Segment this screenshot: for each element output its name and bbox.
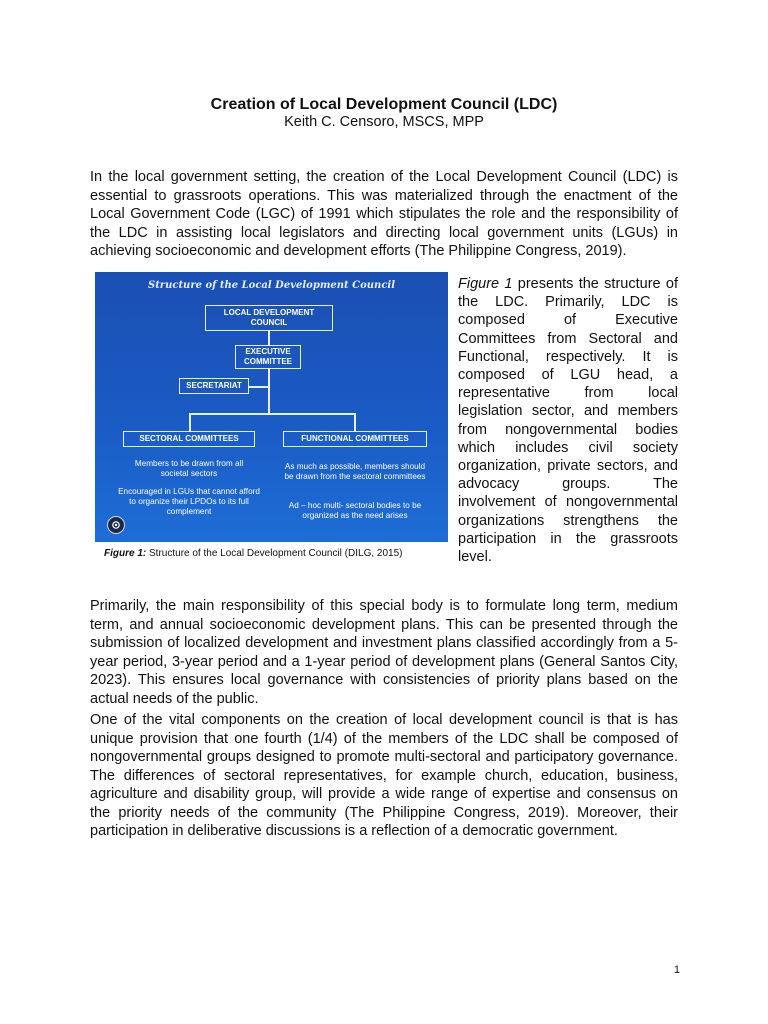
box-secretariat-label: SECRETARIAT (186, 381, 242, 390)
lens-icon[interactable] (107, 516, 125, 534)
box-executive-committee (235, 345, 301, 369)
box-functional-committees (283, 431, 427, 447)
paragraph-intro: In the local government setting, the creation of the Local Development Council (LDC) is essential to grassroots operations. This was materialized through the enactment of the Local Government Code (LGC) of 1991 which stipulates the role and the responsibility of the LDC in assisting local legislators and directing local government units (LGUs) in achieving socioeconomic and development efforts (The Philippine Congress, 2019). (90, 169, 678, 259)
box-local-development-council (205, 305, 333, 331)
sectoral-note-2: Encouraged in LGUs that cannot afford to organize their LPDOs to its full complement (118, 487, 260, 516)
functional-note-2: Ad – hoc multi- sectoral bodies to be organized as the need arises (288, 501, 422, 520)
box-sectoral-label: SECTORAL COMMITTEES (139, 434, 239, 443)
figure-heading: Structure of the Local Development Council (147, 280, 396, 291)
caption-text: Structure of the Local Development Council (DILG, 2015) (146, 548, 403, 559)
document-title: Creation of Local Development Council (LDC) (210, 96, 558, 113)
connector-to-sectoral (189, 413, 191, 431)
paragraph-responsibility: Primarily, the main responsibility of this special body is to formulate long term, medium term, and annual socioeconomic development plans. This can be presented through the submission of localized development and investment plans classified accordingly from a 5-year period, 3-year period and a 1-year period of development plans (General Santos City, 2023). This ensures local governance with consistencies of priority plans based on the actual needs of the public. (90, 598, 678, 707)
figure-caption (104, 548, 444, 560)
box-ldc-label: LOCAL DEVELOPMENT COUNCIL (223, 308, 315, 327)
connector-to-functional (354, 413, 356, 431)
functional-note-1: As much as possible, members should be drawn from the sectoral committees (284, 462, 426, 481)
connector-ldc-exec (268, 331, 270, 345)
box-secretariat (179, 378, 249, 394)
page-number: 1 (673, 964, 680, 976)
caption-label: Figure 1: (104, 548, 147, 559)
connector-horizontal (189, 413, 355, 415)
box-exec-label: EXECUTIVE COMMITTEE (244, 347, 292, 366)
document-author: Keith C. Censoro, MSCS, MPP (284, 114, 484, 130)
paragraph-components: One of the vital components on the creation of local development council is that is has unique provision that one fourth (1/4) of the members of the LDC shall be composed of nongovernmental groups designed to promote multi-sectoral and participatory governance. The differences of sectoral representatives, for example church, education, business, agriculture and disability group, will provide a wide range of expertise and consensus on the priority needs of the community (The Philippine Congress, 2019). Moreover, their participation in deliberative discussions is a reflection of a democratic government. (90, 712, 678, 839)
figure-reference: Figure 1 (458, 276, 513, 292)
figure-description-text: presents the structure of the LDC. Primarily, LDC is composed of Executive Committees from Sectoral and Functional, respectively. It is composed of LGU head, a representative from local legislation sector, and members from nongovernmental bodies which includes civil society organization, private sectors, and advocacy groups. The involvement of nongovernmental organizations strengthens the participation in the grassroots level. (458, 276, 678, 566)
ldc-structure-figure (95, 272, 448, 542)
sectoral-note-1: Members to be drawn from all societal sectors (134, 459, 244, 478)
connector-secretariat (249, 386, 268, 388)
box-functional-label: FUNCTIONAL COMMITTEES (301, 434, 409, 443)
box-sectoral-committees (123, 431, 255, 447)
figure-description (458, 275, 678, 566)
lens-icon-glyph (111, 520, 121, 530)
connector-exec-down (268, 369, 270, 413)
